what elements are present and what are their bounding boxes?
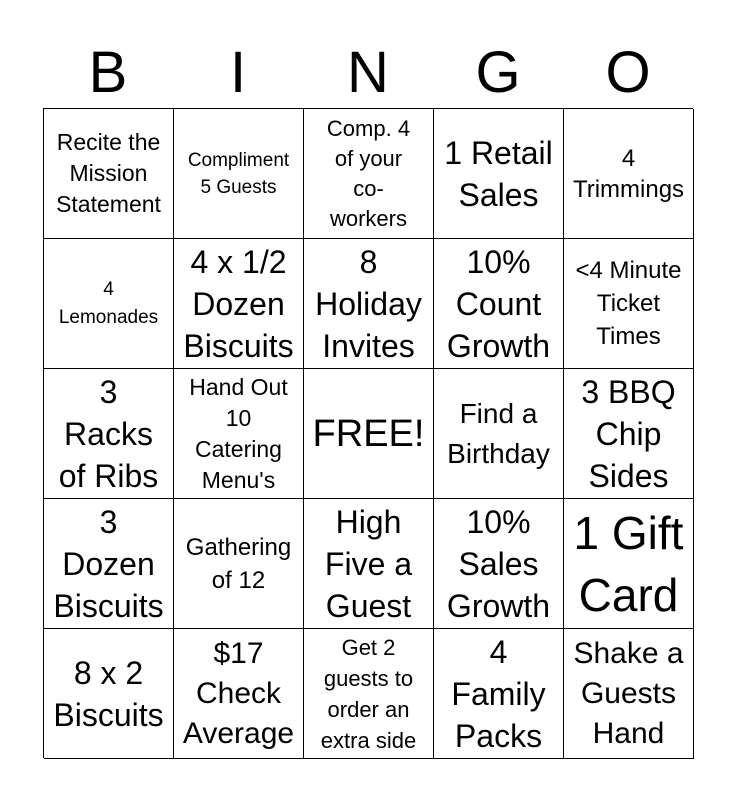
header-letter-b: B [88, 40, 128, 105]
bingo-cell free-space[interactable] [304, 369, 434, 499]
bingo-cell[interactable] [44, 499, 174, 629]
bingo-cell[interactable] [44, 109, 174, 239]
bingo-cell[interactable] [434, 369, 564, 499]
cell-text: 10% Count Growth [446, 243, 551, 364]
cell-text: 4 x 1/2 Dozen Biscuits [183, 243, 294, 364]
cell-text: High Five a Guest [324, 503, 413, 624]
cell-text: 3 Dozen Biscuits [53, 503, 164, 624]
bingo-cell[interactable] [564, 369, 694, 499]
cell-text: 10% Sales Growth [446, 503, 551, 624]
cell-text: 8 x 2 Biscuits [53, 654, 164, 733]
cell-text: Hand Out 10 Catering Menu's [189, 373, 288, 493]
bingo-cell[interactable] [434, 109, 564, 239]
cell-text: 3 Racks of Ribs [58, 373, 159, 494]
cell-text: 3 BBQ Chip Sides [581, 373, 676, 494]
cell-text: $17 Check Average [182, 636, 295, 750]
cell-text: 4 Lemonades [58, 278, 159, 328]
cell-text: 4 Family Packs [451, 633, 546, 754]
bingo-cell[interactable] [174, 369, 304, 499]
cell-text: 4 Trimmings [572, 144, 685, 203]
bingo-cell[interactable] [174, 629, 304, 759]
bingo-card-grid [43, 108, 693, 758]
cell-text: Get 2 guests to order an extra side [320, 634, 417, 753]
bingo-cell[interactable] [564, 109, 694, 239]
bingo-cell[interactable] [564, 239, 694, 369]
bingo-cell[interactable] [174, 239, 304, 369]
bingo-cell[interactable] [174, 109, 304, 239]
cell-text: Comp. 4 of your co- workers [326, 115, 411, 231]
bingo-cell[interactable] [44, 369, 174, 499]
bingo-cell[interactable] [304, 239, 434, 369]
cell-text: Gathering of 12 [185, 533, 292, 594]
bingo-cell[interactable] [174, 499, 304, 629]
bingo-cell[interactable] [304, 499, 434, 629]
bingo-cell[interactable] [434, 239, 564, 369]
cell-text: <4 Minute Ticket Times [575, 257, 682, 350]
cell-text: Compliment 5 Guests [187, 149, 290, 198]
bingo-cell[interactable] [44, 239, 174, 369]
bingo-cell[interactable] [44, 629, 174, 759]
cell-text: 8 Holiday Invites [315, 243, 422, 364]
cell-text: 1 Gift Card [573, 506, 684, 621]
header-letter-n: N [347, 40, 389, 105]
bingo-cell[interactable] [304, 109, 434, 239]
bingo-cell[interactable] [434, 629, 564, 759]
bingo-cell[interactable] [564, 499, 694, 629]
bingo-cell[interactable] [564, 629, 694, 759]
cell-text: Shake a Guests Hand [573, 636, 684, 750]
bingo-header [43, 38, 693, 108]
cell-text: Recite the Mission Statement [56, 129, 161, 217]
header-letter-i: I [229, 40, 247, 105]
header-letter-o: O [605, 40, 651, 105]
header-letter-g: G [475, 40, 521, 105]
free-space-label: FREE! [312, 412, 425, 455]
bingo-cell[interactable] [304, 629, 434, 759]
cell-text: 1 Retail Sales [444, 134, 553, 213]
bingo-cell[interactable] [434, 499, 564, 629]
cell-text: Find a Birthday [447, 397, 550, 469]
